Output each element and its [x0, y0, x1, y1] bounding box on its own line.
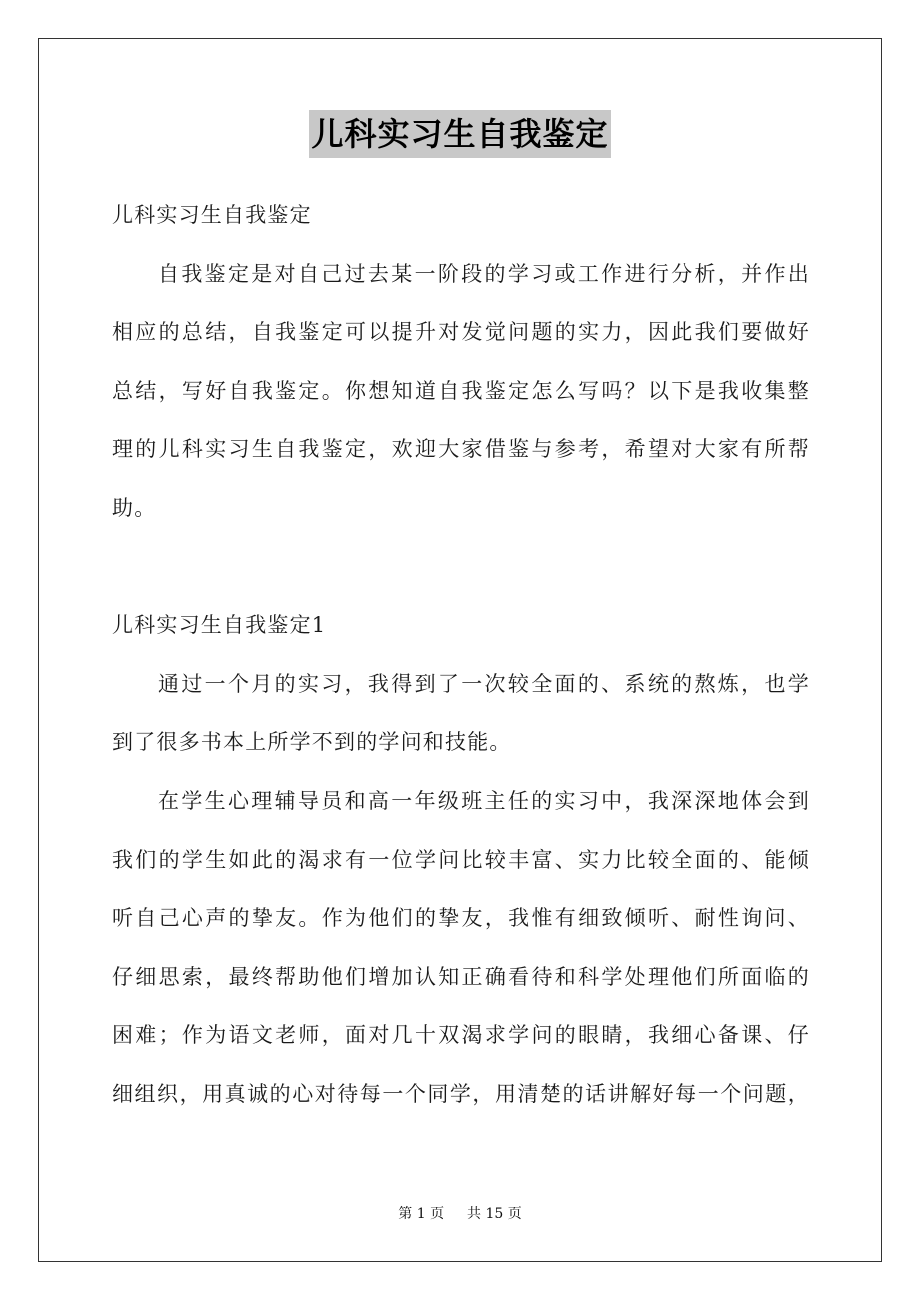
paragraph-line: 自我鉴定是对自己过去某一阶段的学习或工作进行分析，并作出	[158, 261, 810, 286]
paragraph-line: 仔细思索，最终帮助他们增加认知正确看待和科学处理他们所面临的	[112, 964, 810, 989]
section-heading: 儿科实习生自我鉴定1	[112, 613, 327, 638]
paragraph-line: 到了很多书本上所学不到的学问和技能。	[112, 730, 512, 755]
section-heading: 儿科实习生自我鉴定	[112, 203, 312, 227]
title-container	[0, 110, 920, 158]
paragraph-line: 在学生心理辅导员和高一年级班主任的实习中，我深深地体会到	[158, 788, 810, 813]
paragraph-line: 总结，写好自我鉴定。你想知道自我鉴定怎么写吗？以下是我收集整	[112, 378, 810, 403]
document-title: 儿科实习生自我鉴定	[309, 110, 610, 158]
paragraph-gap	[112, 544, 810, 603]
page-number: 第 1 页	[398, 1206, 445, 1222]
paragraph-line: 困难；作为语文老师，面对几十双渴求学问的眼睛，我细心备课、仔	[112, 1023, 810, 1048]
page-footer	[0, 1203, 920, 1223]
paragraph-line: 听自己心声的挚友。作为他们的挚友，我惟有细致倾听、耐性询问、	[112, 906, 810, 931]
paragraph-line: 理的儿科实习生自我鉴定，欢迎大家借鉴与参考，希望对大家有所帮	[112, 437, 810, 462]
paragraph-line: 助。	[112, 495, 157, 520]
paragraph-line: 细组织，用真诚的心对待每一个同学，用清楚的话讲解好每一个问题，	[112, 1081, 810, 1106]
document-body	[112, 192, 810, 1130]
paragraph-line: 相应的总结，自我鉴定可以提升对发觉问题的实力，因此我们要做好	[112, 320, 810, 345]
paragraph-line: 通过一个月的实习，我得到了一次较全面的、系统的熬炼，也学	[158, 671, 810, 696]
paragraph-line: 我们的学生如此的渴求有一位学问比较丰富、实力比较全面的、能倾	[112, 847, 810, 872]
page-total: 共 15 页	[467, 1206, 522, 1222]
